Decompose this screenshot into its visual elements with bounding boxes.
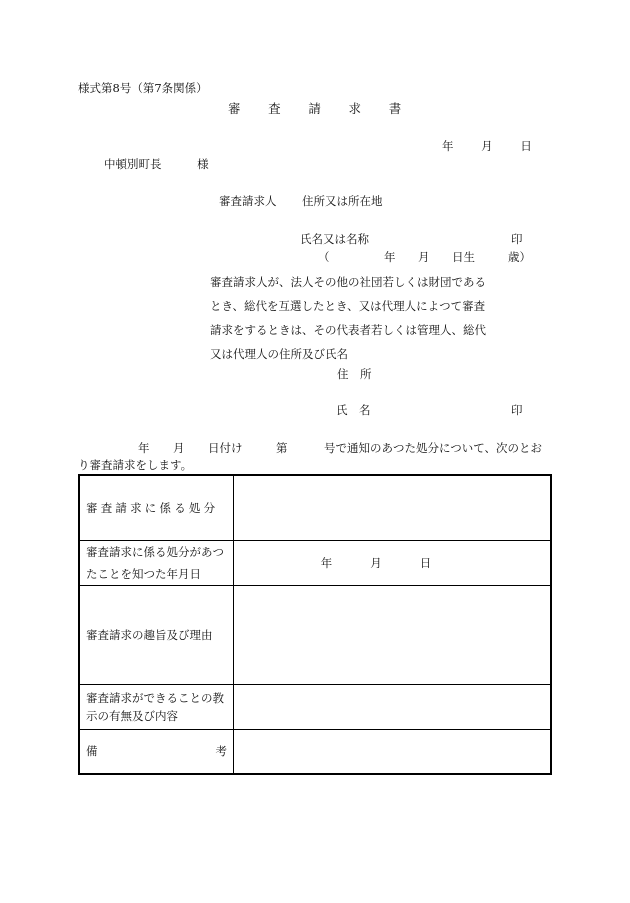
known-date-day: 日 bbox=[419, 555, 432, 570]
row-label-text: 審査請求に係る処分 bbox=[86, 500, 219, 515]
note-line: 請求をするときは、その代表者若しくは管理人、総代 bbox=[210, 323, 486, 337]
rep-address-label: 住 所 bbox=[337, 367, 372, 381]
row-label-text: 審査請求ができることの教示の有無及び内容 bbox=[86, 690, 224, 723]
rep-name-label: 氏 名 bbox=[336, 403, 371, 417]
name-label: 氏名又は名称 bbox=[300, 232, 369, 246]
addressee bbox=[104, 156, 209, 172]
addressee-honorific: 様 bbox=[197, 157, 209, 171]
body-dated: 日付け bbox=[208, 441, 243, 455]
row-label bbox=[79, 684, 234, 729]
known-date-field[interactable] bbox=[234, 540, 552, 585]
birth-open: （ bbox=[318, 250, 330, 264]
note-line: 又は代理人の住所及び氏名 bbox=[210, 347, 348, 361]
rep-seal-mark: 印 bbox=[511, 403, 523, 417]
table-row bbox=[79, 540, 551, 585]
body-number: 第 bbox=[276, 441, 288, 455]
title-char: 求 bbox=[348, 101, 362, 116]
known-date-year: 年 bbox=[320, 555, 333, 570]
body-year: 年 bbox=[138, 441, 150, 455]
date-year: 年 bbox=[442, 139, 454, 153]
birth-year: 年 bbox=[384, 250, 396, 264]
date-day: 日 bbox=[520, 139, 532, 153]
title-char: 査 bbox=[268, 101, 281, 116]
request-table bbox=[78, 474, 552, 775]
birth-month: 月 bbox=[418, 250, 430, 264]
row-label bbox=[79, 475, 234, 540]
known-date-month: 月 bbox=[370, 555, 382, 570]
table-row bbox=[79, 684, 551, 729]
note-line: とき、総代を互選したとき、又は代理人によつて審査 bbox=[210, 299, 486, 313]
title-char: 審 bbox=[228, 101, 241, 116]
seal-mark: 印 bbox=[511, 232, 523, 246]
date-top bbox=[442, 138, 532, 154]
row-label-text: 審査請求に係る処分があつたことを知つた年月日 bbox=[86, 544, 224, 581]
instruction-field[interactable] bbox=[234, 684, 552, 729]
addressee-name: 中頓別町長 bbox=[104, 157, 162, 171]
note-line: 審査請求人が、法人その他の社団若しくは財団である bbox=[210, 275, 486, 289]
date-month: 月 bbox=[481, 139, 493, 153]
title-char: 書 bbox=[388, 101, 402, 116]
remarks-field[interactable] bbox=[234, 729, 552, 774]
requester-label: 審査請求人 bbox=[219, 194, 277, 208]
row-label bbox=[79, 585, 234, 684]
reason-field[interactable] bbox=[234, 585, 552, 684]
remarks-char: 備 bbox=[86, 744, 98, 759]
row-label-text: 審査請求の趣旨及び理由 bbox=[86, 627, 213, 642]
body-line-2: り審査請求をします。 bbox=[78, 458, 193, 472]
processing-field[interactable] bbox=[234, 475, 552, 540]
form-number: 様式第8号（第7条関係） bbox=[78, 81, 208, 95]
body-line-1 bbox=[78, 440, 558, 456]
body-month: 月 bbox=[173, 441, 185, 455]
row-label bbox=[79, 729, 234, 774]
body-rest: 号で通知のあつた処分について、次のとお bbox=[324, 441, 543, 455]
remarks-char: 考 bbox=[215, 744, 227, 759]
birth-day: 日生 bbox=[452, 250, 475, 264]
birth-age: 歳） bbox=[508, 250, 531, 264]
note-block bbox=[210, 270, 510, 366]
address-label: 住所又は所在地 bbox=[302, 194, 383, 208]
document-title bbox=[228, 99, 401, 117]
table-row bbox=[79, 475, 551, 540]
table-row bbox=[79, 729, 551, 774]
title-char: 請 bbox=[308, 101, 321, 116]
table-row bbox=[79, 585, 551, 684]
